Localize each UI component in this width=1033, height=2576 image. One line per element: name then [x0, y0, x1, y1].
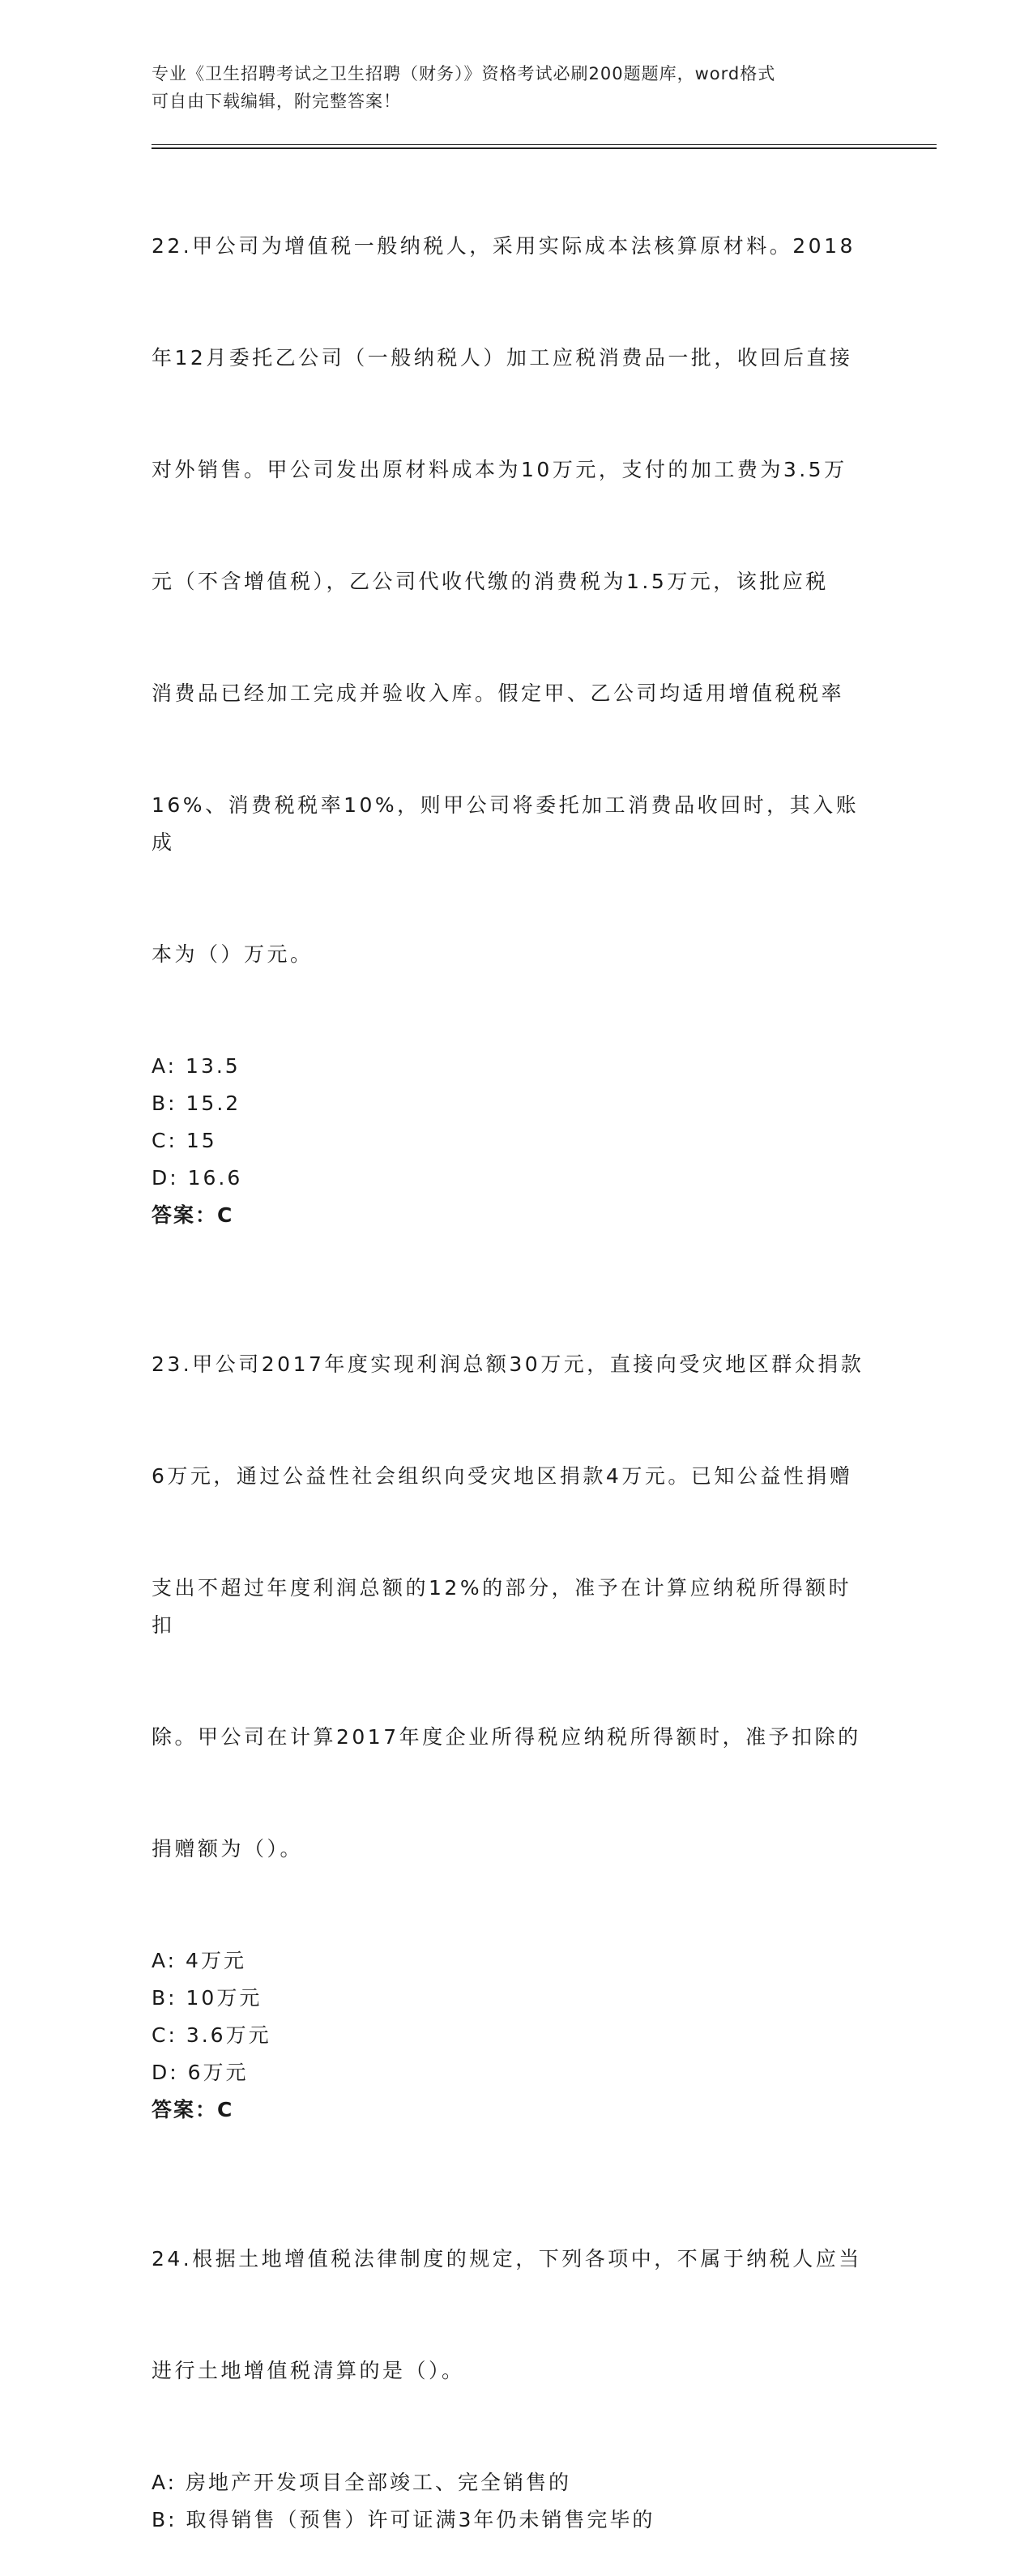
stem-line: 元（不含增值税），乙公司代收代缴的消费税为1.5万元，该批应税	[152, 570, 829, 593]
stem-line: 23.甲公司2017年度实现利润总额30万元，直接向受灾地区群众捐款	[152, 1352, 864, 1376]
question-stem	[152, 153, 873, 1048]
stem-line: 捐赠额为（）。	[152, 1837, 304, 1860]
question-list	[152, 153, 873, 2576]
question-23	[152, 1271, 873, 2129]
header-line-1: 专业《卫生招聘考试之卫生招聘（财务）》资格考试必刷200题题库，word格式	[152, 64, 776, 83]
question-22	[152, 153, 873, 1234]
document-header	[152, 60, 881, 115]
header-line-2: 可自由下载编辑，附完整答案！	[152, 92, 401, 111]
option-b: B: 15.2	[152, 1091, 241, 1115]
question-24	[152, 2166, 873, 2539]
option-a: A: 房地产开发项目全部竣工、完全销售的	[152, 2471, 572, 2494]
stem-line: 对外销售。甲公司发出原材料成本为10万元，支付的加工费为3.5万	[152, 458, 847, 481]
answer-line: 答案：C	[152, 2098, 234, 2121]
stem-line: 22.甲公司为增值税一般纳税人，采用实际成本法核算原材料。2018	[152, 234, 856, 258]
stem-line: 消费品已经加工完成并验收入库。假定甲、乙公司均适用增值税税率	[152, 681, 845, 705]
stem-line: 6万元，通过公益性社会组织向受灾地区捐款4万元。已知公益性捐赠	[152, 1464, 853, 1488]
option-a: A: 4万元	[152, 1949, 246, 1972]
stem-line: 16%、消费税税率10%，则甲公司将委托加工消费品收回时，其入账成	[152, 793, 860, 854]
stem-line: 支出不超过年度利润总额的12%的部分，准予在计算应纳税所得额时扣	[152, 1576, 852, 1637]
stem-line: 除。甲公司在计算2017年度企业所得税应纳税所得额时，准予扣除的	[152, 1725, 861, 1749]
option-d: D: 16.6	[152, 1166, 243, 1190]
header-divider-thin	[152, 144, 937, 145]
question-stem	[152, 1271, 873, 1942]
question-stem	[152, 2166, 873, 2464]
option-b: B: 取得销售（预售）许可证满3年仍未销售完毕的	[152, 2508, 655, 2531]
option-c: C: 3.6万元	[152, 2023, 271, 2047]
option-c: C: 15	[152, 1129, 217, 1152]
stem-line: 24.根据土地增值税法律制度的规定，下列各项中，不属于纳税人应当	[152, 2247, 862, 2271]
stem-line: 本为（）万元。	[152, 942, 314, 966]
stem-line: 进行土地增值税清算的是（）。	[152, 2359, 465, 2382]
stem-line: 年12月委托乙公司（一般纳税人）加工应税消费品一批，收回后直接	[152, 346, 853, 370]
option-a: A: 13.5	[152, 1054, 241, 1078]
option-d: D: 6万元	[152, 2061, 249, 2084]
answer-line: 答案：C	[152, 1203, 234, 1227]
option-b: B: 10万元	[152, 1986, 263, 2010]
header-divider-thick	[152, 147, 937, 149]
